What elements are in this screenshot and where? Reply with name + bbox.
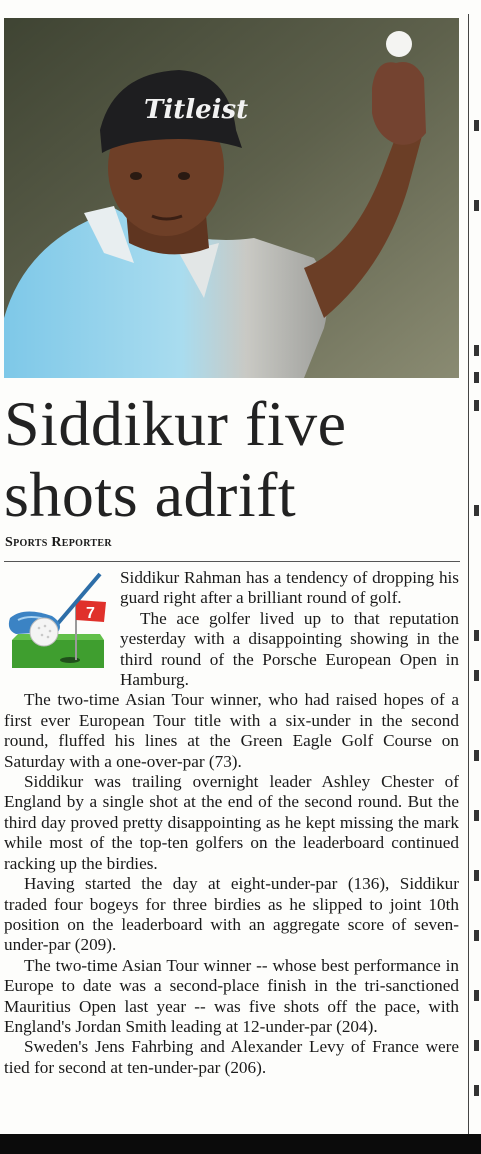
paragraph-5: Having started the day at eight-under-par (136), Siddikur traded four bogeys for three birdies as he slipped to joint 10th position on the leaderboard with an aggregate score of seven-under-par (209).: [4, 874, 459, 955]
paragraph-3: The two-time Asian Tour winner, who had raised hopes of a first ever European Tour title with a six-under in the second round, fluffed his lines at the Green Eagle Golf Course on Saturday with a one-over-par (73).: [4, 690, 459, 771]
paragraph-7: Sweden's Jens Fahrbing and Alexander Levy of France were tied for second at ten-under-par (206).: [4, 1037, 459, 1077]
bottom-bar: [0, 1134, 481, 1154]
byline-rule: [4, 561, 460, 562]
paragraph-2: The ace golfer lived up to that reputation yesterday with a disappointing showing in the third round of the Porsche European Open in Hamburg.: [120, 608, 459, 690]
cap-logo: Titleist: [144, 95, 249, 125]
golf-icon: [4, 570, 112, 674]
column-divider: [468, 14, 469, 1134]
paragraph-1: Siddikur Rahman has a tendency of dropping his guard right after a brilliant round of golf.: [120, 568, 459, 608]
headline: Siddikur five shots adrift: [4, 388, 347, 530]
byline: Sports Reporter: [5, 535, 112, 550]
adjacent-column-edge: [474, 110, 481, 1120]
flag-number: 7: [86, 605, 95, 622]
paragraph-6: The two-time Asian Tour winner -- whose best performance in Europe to date was a second-place finish in the tri-sanctioned Mauritius Open last year -- was five shots off the pace, with England's Jordan Smith leading at 12-under-par (204).: [4, 955, 459, 1036]
article-body: [4, 568, 459, 1078]
paragraph-4: Siddikur was trailing overnight leader Ashley Chester of England by a single shot at the end of the second round. But the third day proved pretty disappointing as he kept missing the mark while most of the top-ten golfers on the leaderboard continued racking up the birdies.: [4, 772, 459, 873]
golfer-photo: [4, 18, 459, 378]
